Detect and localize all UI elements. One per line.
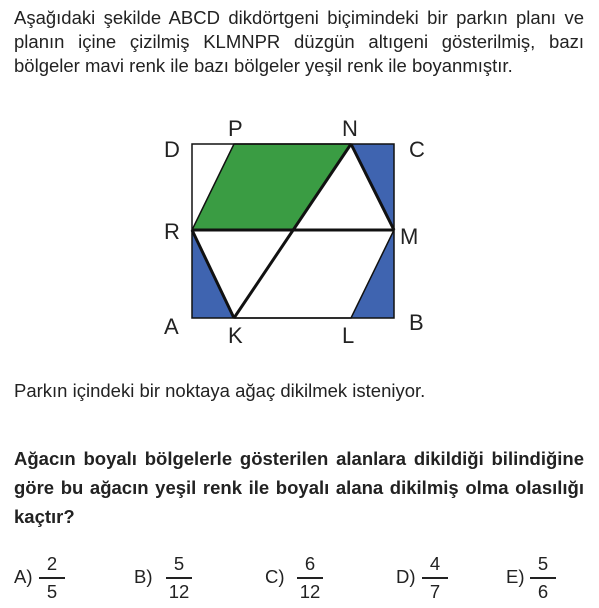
green-parallelogram (192, 144, 351, 230)
fraction-numerator: 2 (46, 553, 58, 574)
option-letter: C) (265, 566, 285, 587)
label-a: A (164, 314, 179, 339)
option-letter: B) (134, 566, 153, 587)
context-sentence: Parkın içindeki bir noktaya ağaç dikilmek isteniyor. (14, 380, 426, 401)
label-r: R (164, 219, 180, 244)
fraction-numerator: 4 (429, 553, 441, 574)
option-letter: E) (506, 566, 525, 587)
label-p: P (228, 116, 243, 141)
fraction-bar (166, 577, 192, 579)
fraction-denominator: 7 (429, 580, 441, 602)
label-d: D (164, 137, 180, 162)
fraction-numerator: 5 (173, 553, 185, 574)
fraction-denominator: 12 (168, 580, 190, 602)
answer-options (14, 552, 584, 604)
option-fraction (528, 552, 558, 604)
fraction-bar (297, 577, 323, 579)
option-letter: A) (14, 566, 33, 587)
problem-intro: Aşağıdaki şekilde ABCD dikdörtgeni biçimindeki bir parkın planı ve planın içine çizilmiş KLMNPR düzgün altıgeni gösterilmiş, bazı bölgeler mavi renk ile bazı bölgeler yeşil renk ile boyanmıştır. (14, 7, 584, 76)
option-fraction (295, 552, 325, 604)
fraction-denominator: 5 (46, 580, 58, 602)
question-text: Ağacın boyalı bölgelerle gösterilen alanlara dikildiği bilindiğine göre bu ağacın yeşil renk ile boyalı alana dikilmiş olma olasılığı kaçtır? (14, 448, 584, 527)
option-fraction (420, 552, 450, 604)
option-letter: D) (396, 566, 416, 587)
fraction-numerator: 6 (304, 553, 316, 574)
option-fraction (37, 552, 67, 604)
label-b: B (409, 310, 424, 335)
fraction-bar (422, 577, 448, 579)
fraction-bar (530, 577, 556, 579)
label-n: N (342, 116, 358, 141)
label-l: L (342, 323, 355, 348)
label-m: M (400, 224, 419, 249)
option-fraction (164, 552, 194, 604)
fraction-numerator: 5 (537, 553, 549, 574)
fraction-bar (39, 577, 65, 579)
fraction-denominator: 12 (299, 580, 321, 602)
label-c: C (409, 137, 425, 162)
park-figure (150, 112, 450, 352)
fraction-denominator: 6 (537, 580, 549, 602)
label-k: K (228, 323, 243, 348)
